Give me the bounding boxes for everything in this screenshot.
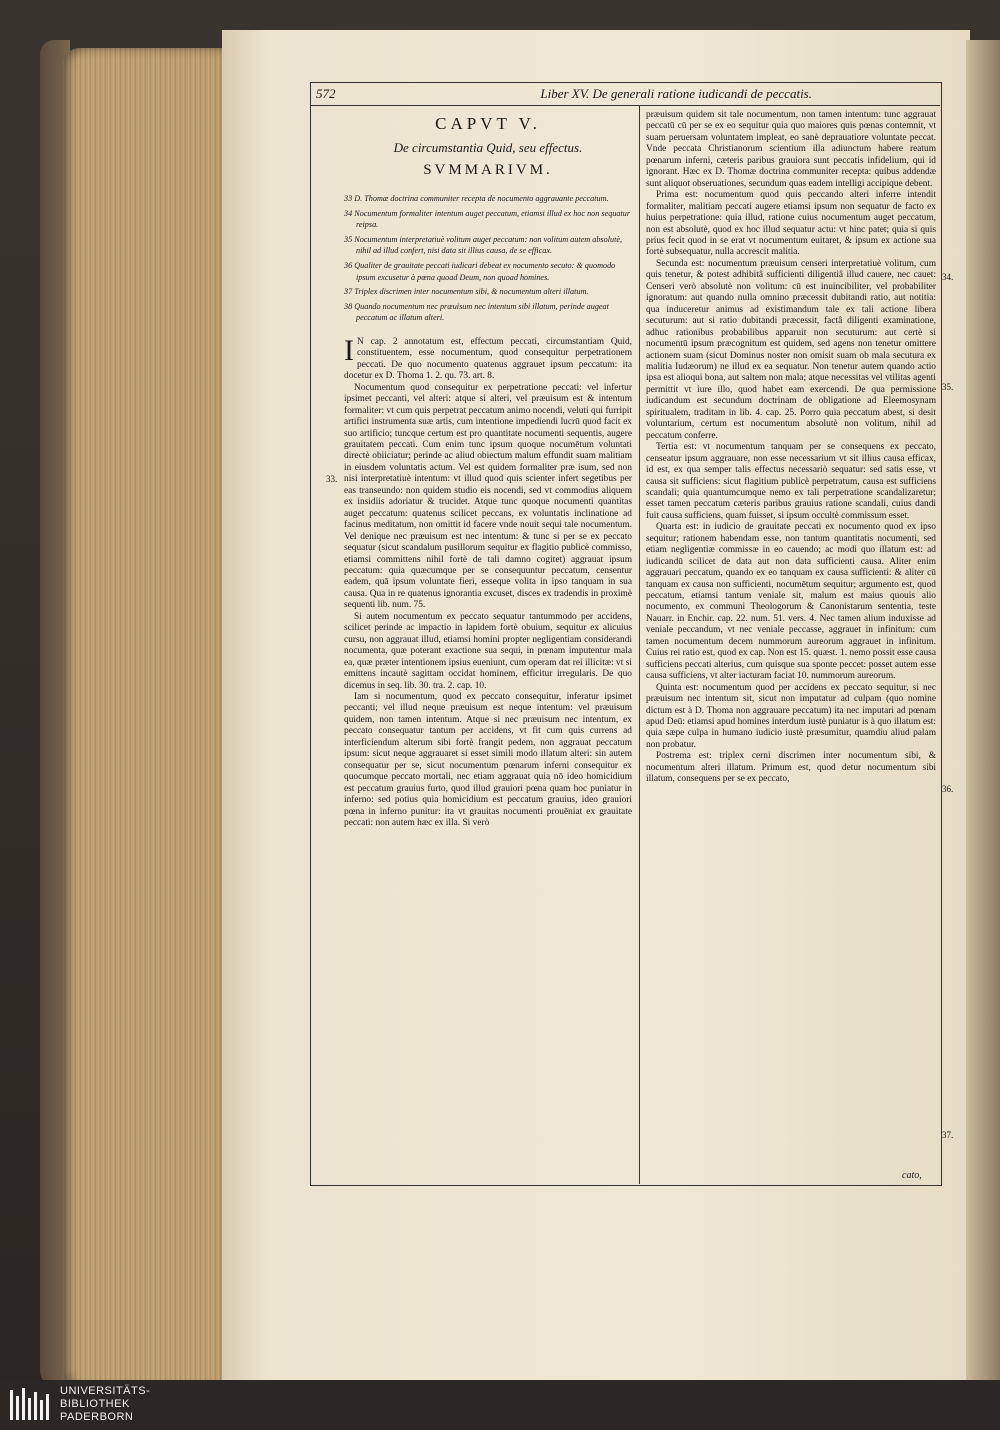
library-name-line: UNIVERSITÄTS-: [60, 1385, 151, 1397]
body-paragraph: Si autem nocumentum ex peccato sequatur tantummodo per accidens, scilicet perinde ac impactio in lapidem fortè obuium, sequitur ex alicuius cursu, non aggrauat illud, etiamsi homini propter negligentiam considerandi nocumenta, quæ poterant exactione sua sequi, in pœnam imputentur mala ea, quæ præter intentionem ipsius eueniunt, cum operam dat rei illicitæ: vt si emittens incautè sagittam occidat hominem, efficitur irregularis. De quo dicemus in seq. lib. 30. tra. 2. cap. 10.: [344, 611, 632, 691]
right-column: [646, 110, 936, 786]
margin-number-37: 37.: [942, 1130, 954, 1140]
body-paragraph: Quarta est: in iudicio de grauitate peccati ex nocumento quod ex ipso sequitur; rationem habendam esse, non tantum quantitatis nocumenti, sed etiam negligentiæ commissæ in eo cauendo; ac modi quo illatum est: ad iudicandū scilicet de data aut non data sufficienti causa. Aliter enim aggrauari peccatum, quando ex eo tanquam ex causa sufficienti: & aliter cū tanquam ex causa non sufficienti, nocumētum sequitur; argumento est, quod peccatum, etiamsi tantum veniale sit, malum est maius quouis alio nocumento, ex communi Theologorum & Canonistarum sententia, teste Nauarr. in Enchir. cap. 22. num. 51. vers. 4. Nec tamen alium induxisse ad veniale peccandum, vt nec veniale peccasse, aggrauet in infinitum: cum tamen nocumentum decem nummorum aureorum aggrauet in infinitum. Cuius rei ratio est, quod ex cap. Non est 15. quæst. 1. nemo possit esse causa sufficiens peccati alterius, cum quisque sua sponte peccet: posset autem esse causa sufficiens, vt alter iacturam faciat 10. nummorum aureorum.: [646, 522, 936, 682]
summary-item: 33 D. Thomæ doctrina communiter recepta de nocumento aggrauante peccatum.: [344, 194, 609, 203]
facing-page-edge: [966, 40, 1000, 1380]
book-fore-edge: [62, 48, 222, 1380]
drop-cap: I: [344, 333, 354, 367]
chapter-title: De circumstantia Quid, seu effectus.: [393, 140, 583, 155]
summary-list: [344, 193, 632, 324]
body-paragraph: Tertia est: vt nocumentum tanquam per se consequens ex peccato, censeatur ipsum aggrauare, non esse necessarium vt sit illius causa efficax, id est, ex qua semper talis effectus necessariò sequatur: sed satis esse, vt causa sit sufficiens: sicut flagitium publicè perpetratum, causa est sufficiens scandali; quia quantumcumque nemo ex tali perpetratione scandalizaretur; esset tamen peccatum cæteris paribus grauius ratione scandali, cuius dandi fuit causa sufficiens, quam fuisset, si ipsum occultè commissum esset.: [646, 442, 936, 521]
margin-number-34: 34.: [942, 272, 954, 282]
running-head: [316, 86, 936, 104]
library-name: [60, 1385, 150, 1424]
body-paragraph: Iam si nocumentum, quod ex peccato consequitur, inferatur ipsimet peccanti; vel illud neque præuisum est neque intentum: vel præuisum quidem, non tamen intentum. Atque si nec præuisum nec intentum, ex peccato consequatur tantum per accidens, vt fit cum quis currens ad interficiendum alterum sibi fortè frangit pedem, non aggrauat peccatum ipsum: sicut neque aggrauaret si esset simili modo illatum alteri: sin autem consequatur per se, sicut nocumentum pœnarum inferni consequitur ex quocumque peccato mortali, nec etiam aggrauat quia nō ideo homicidium est peccatum grauius furto, quod illud grauiori pœna quam hoc puniatur in inferno: sed potius quia homicidium est peccatum grauius, ideo grauiori pœna in inferno punitur: ita vt grauitas nocumenti prouēniat ex grauitate peccati: non autem hæc ex illa. Si verò: [344, 691, 632, 828]
margin-number-35: 35.: [942, 382, 954, 392]
body-paragraph: Quinta est: nocumentum quod per accidens ex peccato sequitur, si nec præuisum nec intentum sit, sicut non imputatur ad culpam (quo nomine dictum est à D. Thoma non aggrauare peccatum) ita nec imputari ad pœnam apud Deū: etiamsi apud homines interdum iustè puniatur is à quo illatum est: quia sæpe culpa in humano iudicio iustè præsumitur, quamdiu aliud palam non probatur.: [646, 682, 936, 750]
body-paragraph: Prima est: nocumentum quod quis peccando alteri inferre intendit formaliter, malitiam peccati augere etiamsi ipsum non sequatur de facto ex huius perpetratione: quia illud, ratione cuius nocumentum auget peccatum, non est absolutè, quod ex hoc illud sequatur actu: vt hinc patet; quia si quis prius fecit quod in se erat vt nocumentum euitaret, & ipsum ex actione sua fortè subsequatur, nulla accrescit malitia.: [646, 190, 936, 258]
paragraph-text: N cap. 2 annotatum est, effectum peccati, circumstantiam Quid, constituentem, esse nocumentum, quod consequitur perpetrationem peccati. De quo nocumento quatenus aggrauet ipsum peccatum: ita docetur ex D. Thoma 1. 2. qu. 73. art. 8.: [344, 336, 632, 382]
catchword: cato,: [902, 1170, 922, 1181]
margin-number-33: 33.: [326, 474, 338, 484]
body-paragraph: [344, 333, 632, 383]
summary-item: 38 Quando nocumentum nec præuisum nec intentum sibi illatum, perinde augeat peccatum ac illatum alteri.: [344, 301, 609, 323]
library-name-line: PADERBORN: [60, 1411, 134, 1423]
margin-number-36: 36.: [942, 784, 954, 794]
header-rule: [310, 105, 940, 106]
summary-item: 34 Nocumentum formaliter intentum auget peccatum, etiamsi illud ex hoc non sequatur reipsa.: [344, 208, 631, 230]
library-name-line: BIBLIOTHEK: [60, 1398, 130, 1410]
library-logo-icon: [8, 1384, 52, 1424]
body-paragraph: Postrema est: triplex cerni discrimen inter nocumentum sibi, & nocumentum alteri illatum. Primum est, quod detur nocumentum sibi illatum, consequens per se ex peccato,: [646, 751, 936, 785]
column-divider: [639, 106, 640, 1184]
body-paragraph: Nocumentum quod consequitur ex perpetratione peccati: vel infertur ipsimet peccanti, vel alteri: atque si alteri, vel præuisum est & intentum formaliter: vt cum quis perpetrat peccatum animo nocendi, veluti qui furripit artifici instrumenta suæ artis, cum intentione impediendi lucrū quod facit ex suo artificio; tuncque certum est pro quantitate nocumenti sequentis, augere grauitatem peccati. Cum enim tunc ipsum quoque nocumētum voluntati directè obiiciatur; perinde ac aliud obiectum malum effundit suam malitiam in eiusdem voluntatis actum. Vel est quidem formaliter præ isum, sed non nisi interpretatiuè intentum: vt illud quod quis scienter infert segetibus per eas transeundo: non quidem studio eis nocendi, sed vt commodius aliquem ex insidiis adoriatur & trucidet. Atque tunc quoque nocumenti quantitas auget peccatum: quatenus scilicet peccans, ex voluntatis inclinatione ad facinus meditatum, non omittit id facere vnde nouit sequi tale nocumentum. Vel denique nec præuisum est nec intentum: & tunc si per se ex peccato sequatur (sicut scandalum pusillorum sequitur ex flagitio publicè commisso, etiamsi committens nihil fortè de tali damno cogitet) aggrauat ipsum peccatum: quia quæcumque per se consequuntur peccatum, censentur eadem, quā ipsum voluntate fieri, esseque volita in ipso tanquam in sua causa. Qua in re quatenus ignorantia excuset, disces ex tradendis in proximè sequenti lib. num. 75.: [344, 382, 632, 611]
running-title: Liber XV. De generali ratione iudicandi de peccatis.: [540, 86, 812, 101]
left-column: [344, 110, 632, 829]
page-number: 572: [316, 86, 336, 101]
chapter-number: CAPVT V.: [435, 114, 541, 133]
summary-item: 35 Nocumentum interpretatiuè volitum auget peccatum: non volitum autem absolutè, nihil ad illud confert, nisi data sit illius causa, de se efficax.: [344, 234, 623, 256]
summary-item: 36 Qualiter de grauitate peccati iudicari debeat ex nocumento secuto: & quomodo ipsum excusetur à pœna quoad Deum, non quoad homines.: [344, 260, 616, 282]
body-paragraph: præuisum quidem sit tale nocumentum, non tamen intentum: tunc aggrauat peccatū cū per se ex eo sequitur quia quo maiores quis pœnas contemnit, vt suam peruersam voluntatem impleat, eo sanè deprauatiore voluntate peccat. Vnde peccata Christianorum scientium illa adiunctum habere reatum pœnarum inferni, cæteris paribus grauiora sunt peccatis infidelium, qui id ignorant. Hæc ex D. Thomæ doctrina communiter recepta: quibus addendæ sunt aliquot obseruationes, secundum quas eadem intelligi accipique debent.: [646, 110, 936, 189]
summary-heading: SVMMARIVM.: [423, 162, 553, 178]
body-paragraph: Secunda est: nocumentum præuisum censeri interpretatiuè volitum, cum quis tenetur, & potest adhibitâ sufficienti diligentiâ illud cauere, nec cauet: Censeri verò absolutè non volitum: cū est inuincibiliter, vel probabiliter ignoratum: aut quando nulla omnino præcessit dubitandi ratio, aut notitia: qua induceretur animus ad existimandum tale ex tali actione libera secuturum: aut si ratio dubitandi præcessit, factâ diligenti examinatione, adhuc rationibus probabilibus apparuit non secuturum: aut certè si nocumentū ipsum præcognitum est quidem, sed agens non tenetur omittere actionem suam (sicut Dominus noster non omisit suam ob mala secutura ex malitia Iudæorum) ne illud ex ea sequatur. Non tenetur autem quando actio ipsa est alioqui bona, aut saltem non mala; atque necessitas vel vtilitas agenti permittit vt iure illo, quod habet eam exercendi. De qua permissione iudicandum est secundum doctrinam de obligatione ad Eleemosynam spiritualem, traditam in lib. 4. cap. 25. Porro quia peccatum abest, si desit voluntarium, certum est nocumentum absolutè non volitum, nihil ad peccatum conferre.: [646, 258, 936, 441]
summary-item: 37 Triplex discrimen inter nocumentum sibi, & nocumentum alteri illatum.: [344, 287, 589, 297]
